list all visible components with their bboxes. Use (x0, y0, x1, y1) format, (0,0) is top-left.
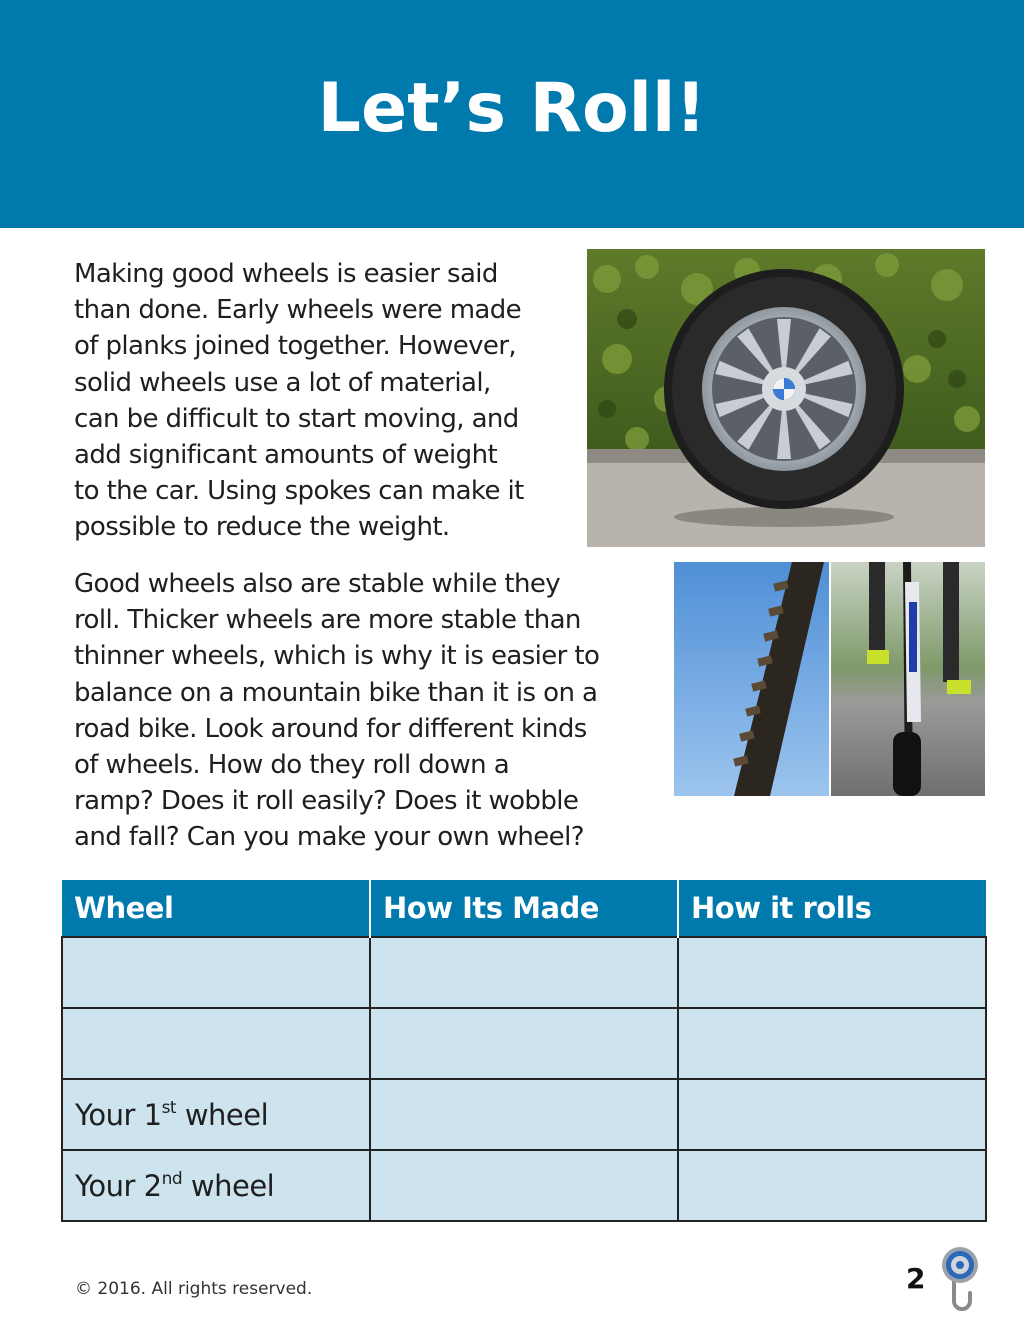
page-number: 2 (906, 1262, 926, 1295)
paragraph-line: can be difficult to start moving, and (74, 403, 519, 434)
road-bike-photo (831, 562, 985, 796)
wheel-observation-table (61, 880, 987, 1222)
how-made-cell[interactable] (370, 1008, 678, 1079)
col-header-how-rolls: How it rolls (678, 880, 986, 937)
paragraph-line: thinner wheels, which is why it is easier to (74, 641, 600, 672)
how-rolls-cell[interactable] (678, 1079, 986, 1150)
how-made-cell[interactable] (370, 1079, 678, 1150)
wheel-cell[interactable] (62, 1150, 370, 1221)
ordinal-suffix: st (161, 1097, 177, 1118)
table-row (62, 1008, 986, 1079)
col-header-how-made: How Its Made (370, 880, 678, 937)
paragraph-line: roll. Thicker wheels are more stable than (74, 605, 581, 636)
table-row (62, 1150, 986, 1221)
paragraph-line: Good wheels also are stable while they (74, 569, 561, 599)
copyright-notice: © 2016. All rights reserved. (75, 1279, 313, 1299)
intro-paragraph (74, 256, 574, 546)
table-header-row (62, 880, 986, 937)
ordinal-suffix: nd (161, 1168, 183, 1189)
wheel-label-suffix: wheel (182, 1168, 275, 1203)
mountain-bike-tire-photo (674, 562, 829, 796)
page-title: Let’s Roll! (317, 68, 707, 148)
col-header-wheel: Wheel (62, 880, 370, 937)
wheel-cell[interactable] (62, 1079, 370, 1150)
paragraph-line: to the car. Using spokes can make it (74, 476, 524, 507)
paragraph-line: possible to reduce the weight. (74, 512, 450, 543)
stability-paragraph (74, 566, 654, 856)
wheel-label-suffix: wheel (176, 1097, 269, 1132)
paragraph-line: balance on a mountain bike than it is on a (74, 677, 598, 708)
how-rolls-cell[interactable] (678, 1150, 986, 1221)
table-row (62, 1079, 986, 1150)
page-header (0, 0, 1024, 228)
table-row (62, 937, 986, 1008)
paragraph-line: and fall? Can you make your own wheel? (74, 822, 584, 853)
paragraph-line: than done. Early wheels were made (74, 295, 522, 326)
how-made-cell[interactable] (370, 1150, 678, 1221)
wheel-cell[interactable] (62, 1008, 370, 1079)
paragraph-line: road bike. Look around for different kinds (74, 713, 587, 744)
paragraph-line: solid wheels use a lot of material, (74, 367, 491, 398)
how-rolls-cell[interactable] (678, 937, 986, 1008)
paragraph-line: add significant amounts of weight (74, 440, 498, 471)
paragraph-line: of planks joined together. However, (74, 331, 517, 362)
wheel-label-prefix: Your 1 (75, 1097, 162, 1132)
how-made-cell[interactable] (370, 937, 678, 1008)
paragraph-line: Making good wheels is easier said (74, 259, 498, 289)
wheel-label-prefix: Your 2 (75, 1168, 162, 1203)
paragraph-line: of wheels. How do they roll down a (74, 750, 510, 781)
car-tire-photo (587, 249, 985, 547)
wheel-cell[interactable] (62, 937, 370, 1008)
wheel-hook-logo-icon (938, 1245, 982, 1315)
how-rolls-cell[interactable] (678, 1008, 986, 1079)
paragraph-line: ramp? Does it roll easily? Does it wobble (74, 786, 579, 817)
